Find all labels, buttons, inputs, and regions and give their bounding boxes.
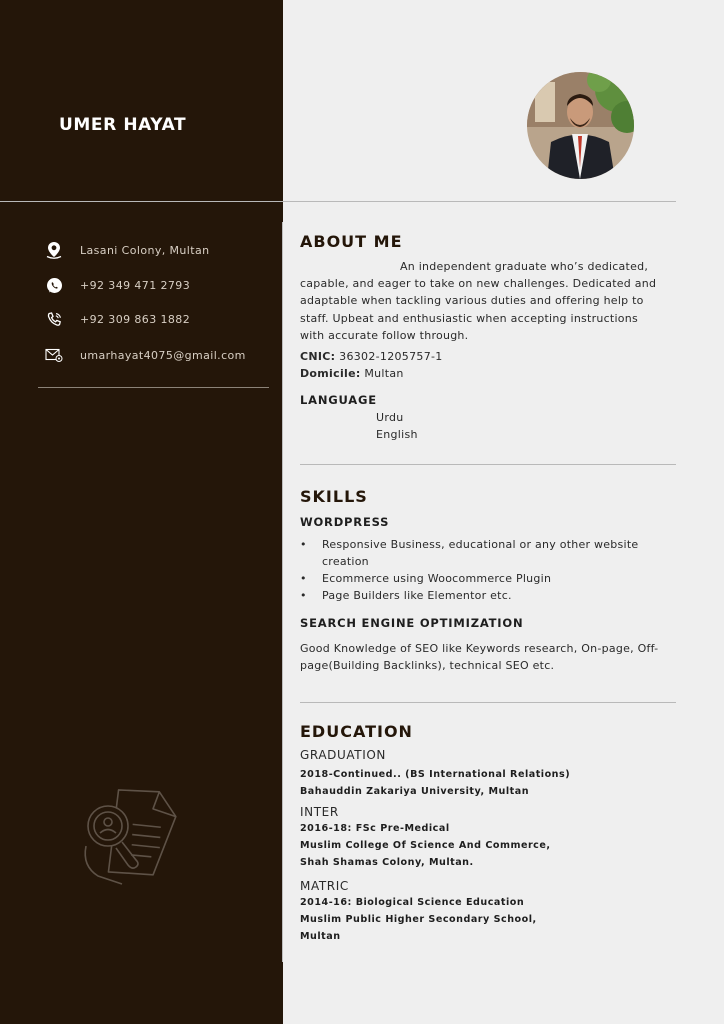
section-divider — [300, 464, 676, 465]
phone-icon — [44, 309, 64, 329]
language-item: English — [376, 428, 418, 441]
list-item: • Ecommerce using Woocommerce Plugin — [300, 570, 670, 587]
email-icon — [44, 345, 64, 365]
domicile-label: Domicile: — [300, 367, 361, 380]
contact-phone — [44, 309, 191, 329]
matric-location: Multan — [300, 931, 341, 942]
cnic-label: CNIC: — [300, 350, 336, 363]
inter-location: Shah Shamas Colony, Multan. — [300, 857, 474, 868]
domicile-value: Multan — [364, 367, 404, 380]
graduation-degree: 2018-Continued.. (BS International Relations) — [300, 769, 571, 780]
inter-degree: 2016-18: FSc Pre-Medical — [300, 823, 450, 834]
inter-institution: Muslim College Of Science And Commerce, — [300, 840, 551, 851]
header-divider — [0, 201, 676, 202]
contact-whatsapp-text[interactable]: +92 349 471 2793 — [80, 278, 191, 292]
profile-photo — [527, 72, 634, 179]
matric-degree: 2014-16: Biological Science Education — [300, 897, 525, 908]
location-pin-icon — [44, 240, 64, 260]
seo-text: Good Knowledge of SEO like Keywords research, On-page, Off-page(Building Backlinks), technical SEO etc. — [300, 642, 659, 673]
contact-email — [44, 345, 246, 365]
sidebar-divider — [38, 387, 269, 388]
graduation-label: GRADUATION — [300, 748, 386, 762]
language-item: Urdu — [376, 411, 404, 424]
wordpress-list — [300, 536, 670, 604]
content-vertical-rule — [282, 222, 283, 962]
about-title: ABOUT ME — [300, 232, 403, 251]
about-text — [300, 258, 666, 344]
domicile-line — [300, 367, 404, 380]
graduation-institution: Bahauddin Zakariya University, Multan — [300, 786, 530, 797]
seo-title: SEARCH ENGINE OPTIMIZATION — [300, 616, 524, 630]
list-item: • Responsive Business, educational or any other website creation — [300, 536, 670, 570]
skills-title: SKILLS — [300, 487, 368, 506]
about-paragraph: An independent graduate who’s dedicated, capable, and eager to take on new challenges. Dedicated and adaptable when tackling various duties and offering help to staff. Upbeat and enthusiastic when accepting instructions with accurate follow through. — [300, 260, 657, 342]
list-item: • Page Builders like Elementor etc. — [300, 587, 670, 604]
contact-whatsapp — [44, 275, 191, 295]
contact-phone-text[interactable]: +92 309 863 1882 — [80, 312, 191, 326]
wordpress-title: WORDPRESS — [300, 515, 390, 529]
person-name: UMER HAYAT — [59, 115, 187, 135]
education-title: EDUCATION — [300, 722, 413, 741]
cnic-value: 36302-1205757-1 — [339, 350, 443, 363]
document-search-icon — [78, 786, 178, 892]
inter-label: INTER — [300, 805, 339, 819]
whatsapp-icon — [44, 275, 64, 295]
contact-email-text[interactable]: umarhayat4075@gmail.com — [80, 348, 246, 362]
contact-address-text: Lasani Colony, Multan — [80, 243, 210, 257]
contact-address — [44, 240, 210, 260]
language-title: LANGUAGE — [300, 393, 377, 407]
matric-institution: Muslim Public Higher Secondary School, — [300, 914, 537, 925]
cnic-line — [300, 350, 443, 363]
matric-label: MATRIC — [300, 879, 349, 893]
section-divider — [300, 702, 676, 703]
